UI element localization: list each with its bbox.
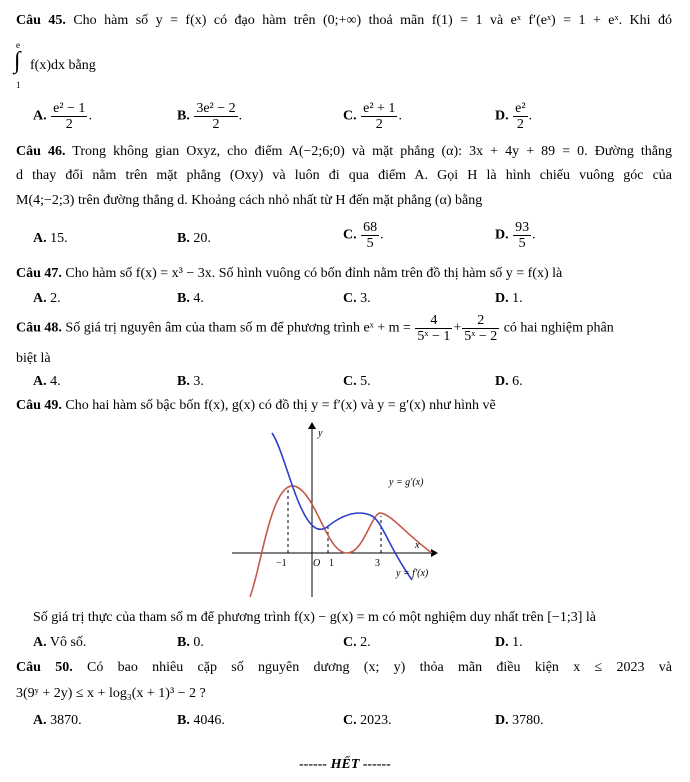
integral-sign: e ∫ 1 xyxy=(14,40,21,90)
integral-lower: 1 xyxy=(16,80,21,90)
q49-label: Câu 49. xyxy=(16,398,62,413)
f-prime-curve xyxy=(272,433,412,580)
q50-line2: 3(9ʸ + 2y) ≤ x + log₃(x + 1)³ − 2 ? xyxy=(16,686,206,701)
integral-upper: e xyxy=(16,40,20,50)
y-axis-label: y xyxy=(318,428,323,439)
q46-option-d[interactable]: D. $\frac{93}{5}$ . xyxy=(495,220,536,251)
q49-question: Số giá trị thực của tham số m để phương trình f(x) − g(x) = m có một nghiệm duy nhất trên [−1;3] là xyxy=(33,610,596,625)
q50-option-a[interactable]: A. 3870. xyxy=(33,713,82,728)
q48-label: Câu 48. xyxy=(16,320,62,336)
q49-option-c[interactable]: C. 2. xyxy=(343,635,371,650)
q48-option-b[interactable]: B. 3. xyxy=(177,374,204,389)
q50-option-d[interactable]: D. 3780. xyxy=(495,713,544,728)
end-marker: ------ HẾT ------ xyxy=(299,757,391,772)
q46-label: Câu 46. xyxy=(16,144,66,159)
f-prime-label: y = f′(x) xyxy=(396,568,429,579)
q45-stem xyxy=(16,12,672,30)
q50-option-b[interactable]: B. 4046. xyxy=(177,713,225,728)
q47-label: Câu 47. xyxy=(16,266,62,281)
q46-line2: d thay đổi nằm trên mặt phẳng (Oxy) và luôn đi qua điểm A. Gọi H là hình chiếu vuông góc của xyxy=(16,168,672,183)
q45-text: Cho hàm số y = f(x) có đạo hàm trên (0;+∞) thoả mãn f(1) = 1 và eˣ f′(eˣ) = 1 + eˣ. Khi đó xyxy=(73,13,672,28)
g-prime-curve xyxy=(250,486,432,597)
q49-option-b[interactable]: B. 0. xyxy=(177,635,204,650)
q50-option-c[interactable]: C. 2023. xyxy=(343,713,392,728)
q48-line2: biệt là xyxy=(16,351,51,366)
q46-option-a[interactable]: A. 15. xyxy=(33,231,68,246)
q50-label: Câu 50. xyxy=(16,660,73,675)
q45-option-d[interactable]: D. $\frac{\text{e²}}{2}$ . xyxy=(495,101,533,132)
g-prime-label: y = g′(x) xyxy=(389,477,424,488)
tick-minus1: −1 xyxy=(276,558,287,569)
q47-option-c[interactable]: C. 3. xyxy=(343,291,371,306)
q45-label: Câu 45. xyxy=(16,13,66,28)
x-axis-label: x xyxy=(415,540,420,551)
q48-stem: Câu 48. Số giá trị nguyên âm của tham số m để phương trình eˣ + m = $\frac{4}{\text{5ˣ − 1}}$ + $\frac{2}{\text{5ˣ − 2}}$ có hai nghiệm phân xyxy=(16,313,614,344)
q45-integral-text: f(x)dx bằng xyxy=(30,58,96,73)
tick-1: 1 xyxy=(329,558,334,569)
q48-option-d[interactable]: D. 6. xyxy=(495,374,523,389)
q49-option-a[interactable]: A. Vô số. xyxy=(33,635,87,650)
q47-option-b[interactable]: B. 4. xyxy=(177,291,204,306)
q46-line1: Câu 46. Trong không gian Oxyz, cho điểm A(−2;6;0) và mặt phẳng (α): 3x + 4y + 89 = 0. Đường thẳng xyxy=(16,144,672,159)
q47-option-a[interactable]: A. 2. xyxy=(33,291,61,306)
origin-label: O xyxy=(313,558,321,569)
q45-option-b[interactable]: B. $\frac{\text{3e² − 2}}{2}$ . xyxy=(177,101,243,132)
q47-stem: Câu 47. Cho hàm số f(x) = x³ − 3x. Số hình vuông có bốn đỉnh nằm trên đồ thị hàm số y = f(x) là xyxy=(16,266,563,281)
q48-option-a[interactable]: A. 4. xyxy=(33,374,61,389)
q46-option-b[interactable]: B. 20. xyxy=(177,231,211,246)
q45-option-c[interactable]: C. $\frac{\text{e² + 1}}{2}$ . xyxy=(343,101,402,132)
q48-option-c[interactable]: C. 5. xyxy=(343,374,371,389)
q49-stem: Câu 49. Cho hai hàm số bậc bốn f(x), g(x) có đồ thị y = f′(x) và y = g′(x) như hình vẽ xyxy=(16,398,496,413)
derivative-graph xyxy=(232,415,447,600)
q47-option-d[interactable]: D. 1. xyxy=(495,291,523,306)
q46-line3: M(4;−2;3) trên đường thẳng d. Khoảng cách nhỏ nhất từ H đến mặt phẳng (α) bằng xyxy=(16,193,483,208)
q49-option-d[interactable]: D. 1. xyxy=(495,635,523,650)
q50-line1: Câu 50. Có bao nhiêu cặp số nguyên dương (x; y) thỏa mãn điều kiện x ≤ 2023 và xyxy=(16,660,672,675)
q46-option-c[interactable]: C. $\frac{68}{5}$ . xyxy=(343,220,384,251)
q45-option-a[interactable]: A. $\frac{\text{e² − 1}}{2}$ . xyxy=(33,101,92,132)
tick-3: 3 xyxy=(375,558,380,569)
